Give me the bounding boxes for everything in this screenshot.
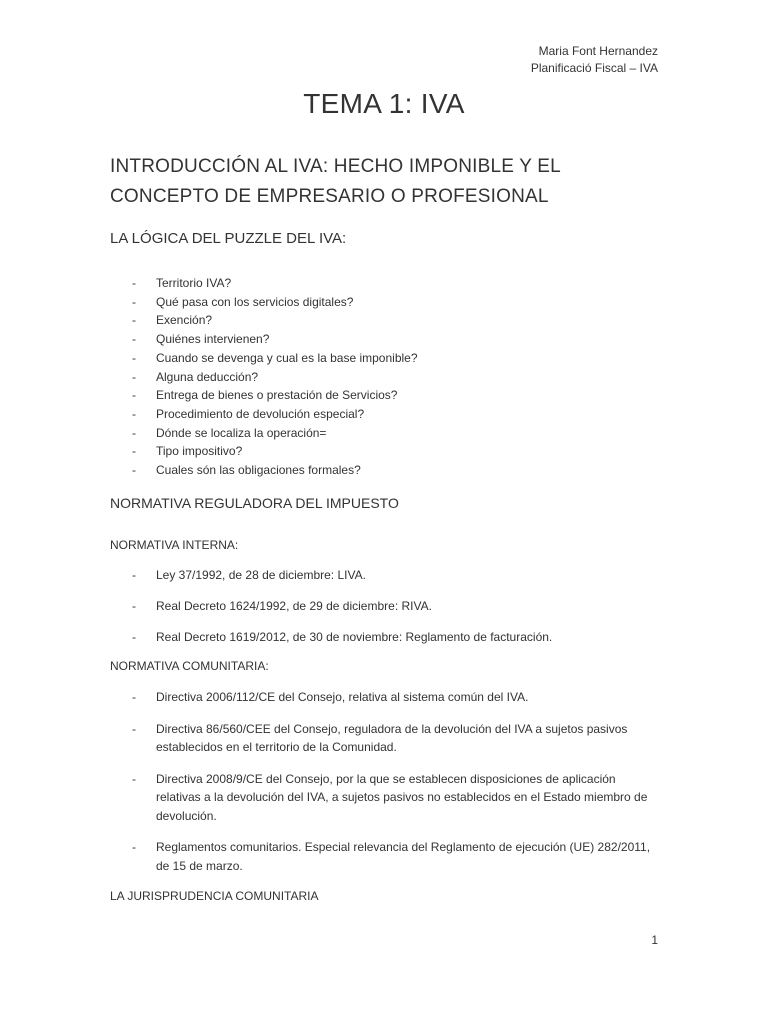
list-item — [110, 368, 660, 387]
header-author: Maria Font Hernandez — [538, 44, 658, 58]
list-dash: - — [132, 313, 136, 328]
list-dash: - — [132, 369, 136, 384]
list-dash: - — [132, 463, 136, 478]
list-item — [110, 349, 660, 368]
list-item — [110, 461, 660, 480]
normativa-comunitaria-list — [110, 688, 660, 888]
list-item — [110, 838, 660, 875]
list-item-text: Ley 37/1992, de 28 de diciembre: LIVA. — [156, 568, 366, 582]
list-dash: - — [132, 690, 136, 704]
list-dash: - — [132, 444, 136, 459]
list-item-text: Tipo impositivo? — [156, 444, 243, 459]
list-dash: - — [132, 406, 136, 421]
puzzle-list — [110, 274, 660, 480]
list-dash: - — [132, 721, 136, 736]
list-item — [110, 311, 660, 330]
list-item — [110, 567, 660, 584]
list-dash: - — [132, 276, 136, 290]
list-item — [110, 629, 660, 646]
page-header — [531, 43, 658, 77]
list-dash: - — [132, 294, 136, 309]
document-title: TEMA 1: IVA — [303, 88, 465, 119]
list-item-text: Entrega de bienes o prestación de Servicios? — [156, 388, 398, 403]
list-item-text: Cuales són las obligaciones formales? — [156, 463, 361, 478]
list-item-text: Territorio IVA? — [156, 276, 232, 290]
list-dash: - — [132, 771, 136, 786]
list-item — [110, 405, 660, 424]
section-normativa-heading: NORMATIVA REGULADORA DEL IMPUESTO — [110, 495, 399, 511]
list-dash: - — [132, 388, 136, 403]
list-item-text: Directiva 86/560/CEE del Consejo, reguladora de la devolución del IVA a sujetos pasivos establecidos en el territorio de la Comunidad. — [156, 721, 628, 754]
list-item — [110, 598, 660, 615]
list-item-text: Qué pasa con los servicios digitales? — [156, 294, 354, 309]
list-item — [110, 330, 660, 349]
list-item-text: Exención? — [156, 313, 213, 328]
list-item — [110, 274, 660, 293]
jurisprudencia-heading: LA JURISPRUDENCIA COMUNITARIA — [110, 889, 319, 903]
list-item-text: Directiva 2006/112/CE del Consejo, relativa al sistema común del IVA. — [156, 690, 529, 704]
normativa-comunitaria-heading: NORMATIVA COMUNITARIA: — [110, 659, 269, 673]
normativa-interna-heading: NORMATIVA INTERNA: — [110, 538, 239, 552]
list-item — [110, 688, 660, 707]
list-item-text: Reglamentos comunitarios. Especial relevancia del Reglamento de ejecución (UE) 282/2011, de 15 de marzo. — [156, 840, 651, 873]
list-item-text: Procedimiento de devolución especial? — [156, 406, 365, 421]
list-item-text: Alguna deducción? — [156, 369, 259, 384]
list-item-text: Cuando se devenga y cual es la base imponible? — [156, 350, 418, 365]
list-item — [110, 770, 660, 826]
list-item-text: Directiva 2008/9/CE del Consejo, por la que se establecen disposiciones de aplicación relativas a la devolución del IVA, a sujetos pasivos no establecidos en el Estado miembro de devolución. — [156, 771, 648, 823]
section-intro-heading: INTRODUCCIÓN AL IVA: HECHO IMPONIBLE Y EL CONCEPTO DE EMPRESARIO O PROFESIONAL — [110, 156, 561, 207]
list-item — [110, 386, 660, 405]
list-dash: - — [132, 630, 136, 644]
list-dash: - — [132, 568, 136, 582]
list-item — [110, 293, 660, 312]
header-course: Planificació Fiscal – IVA — [530, 61, 658, 75]
list-dash: - — [132, 350, 136, 365]
list-item-text: Quiénes intervienen? — [156, 332, 270, 347]
section-puzzle-heading: LA LÓGICA DEL PUZZLE DEL IVA: — [110, 230, 347, 247]
list-dash: - — [132, 332, 136, 347]
list-dash: - — [132, 425, 136, 440]
list-item — [110, 720, 660, 757]
normativa-interna-list — [110, 567, 660, 660]
list-dash: - — [132, 599, 136, 613]
page-number: 1 — [651, 933, 658, 947]
list-item-text: Real Decreto 1624/1992, de 29 de diciembre: RIVA. — [156, 599, 432, 613]
list-item-text: Real Decreto 1619/2012, de 30 de noviembre: Reglamento de facturación. — [156, 630, 553, 644]
list-dash: - — [132, 840, 136, 854]
list-item-text: Dónde se localiza la operación= — [156, 425, 327, 440]
list-item — [110, 442, 660, 461]
list-item — [110, 424, 660, 443]
